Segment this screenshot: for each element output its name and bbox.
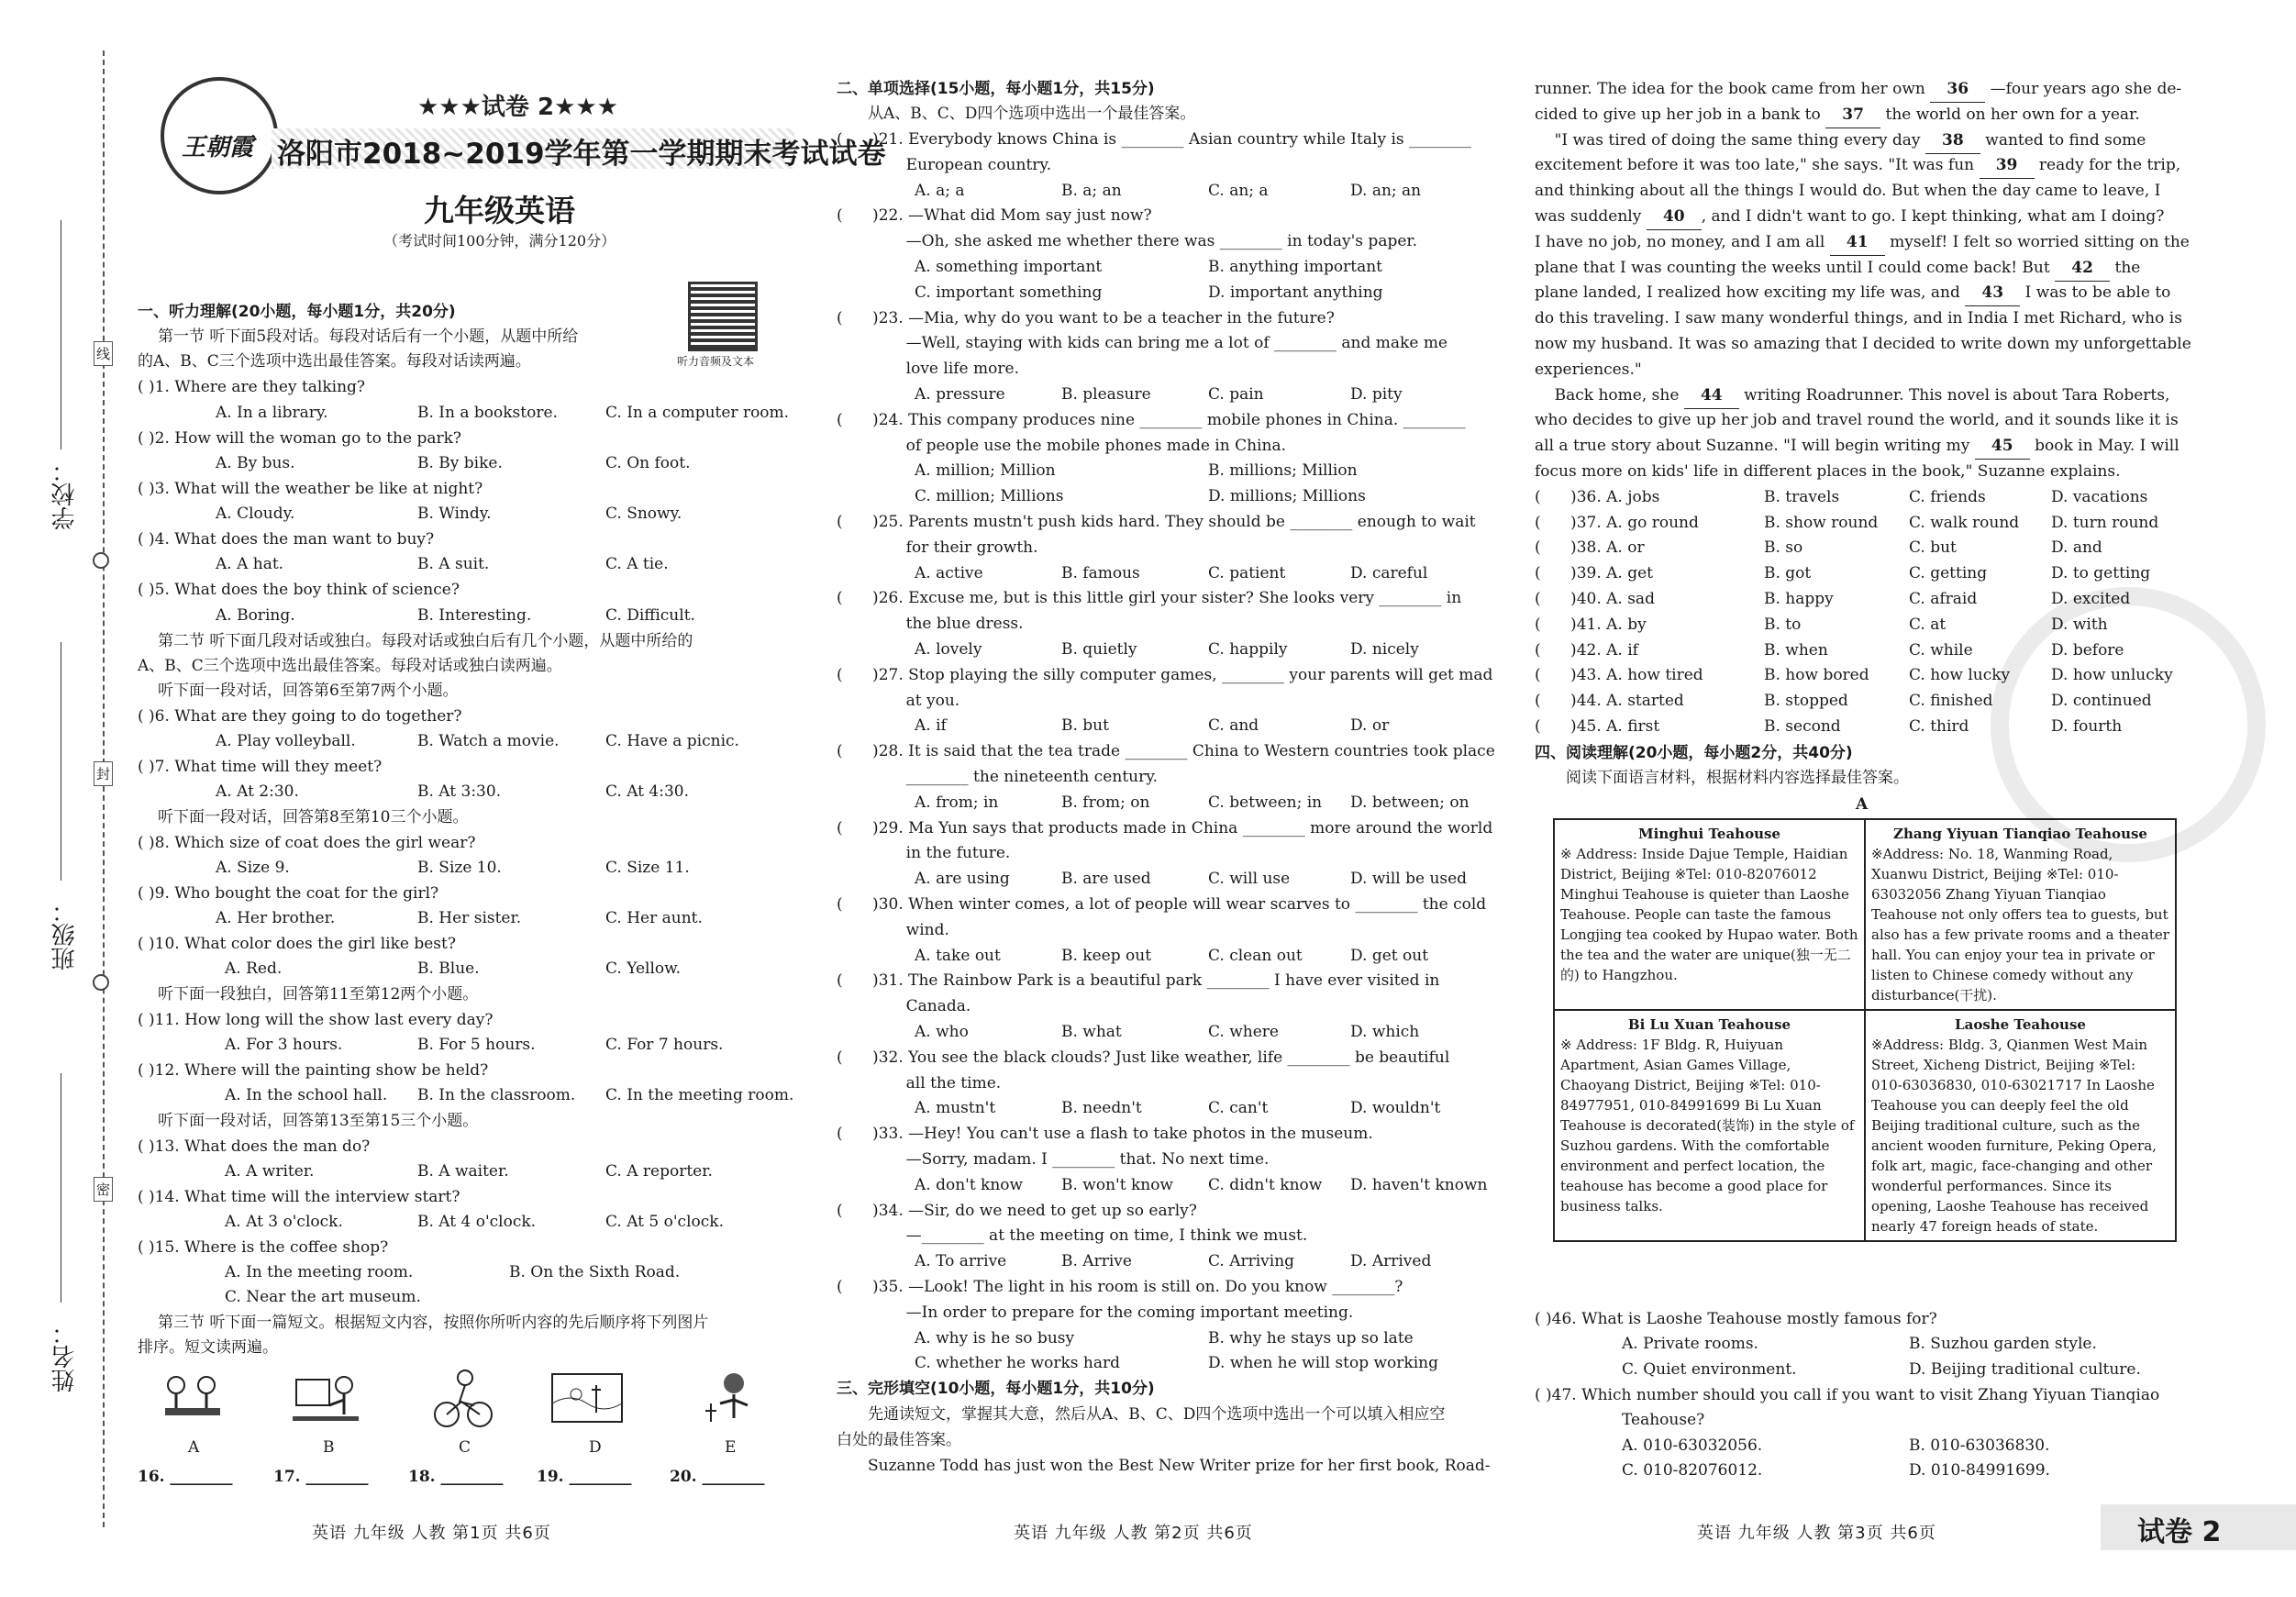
option: B. On the Sixth Road. bbox=[509, 1263, 681, 1281]
option: C. finished bbox=[1909, 692, 1993, 711]
option: B. what bbox=[1061, 1023, 1122, 1041]
picture-c bbox=[427, 1367, 500, 1431]
option: C. didn't know bbox=[1208, 1175, 1323, 1194]
option: A. who bbox=[915, 1023, 969, 1041]
section-intro: 第二节 听下面几段对话或独白。每段对话或独白后有几个小题，从题中所给的 bbox=[158, 632, 693, 650]
question: ( )2. How will the woman go to the park? bbox=[138, 429, 462, 448]
option: A. take out bbox=[915, 946, 1001, 965]
question: ( )4. What does the man want to buy? bbox=[138, 530, 435, 549]
qr-caption: 听力音频及文本 bbox=[677, 355, 755, 368]
question-line: ( )33. —Hey! You can't use a flash to take photos in the museum. bbox=[837, 1125, 1373, 1144]
passage-line: who decides to give up her job and travel round the world, and it sounds like it is bbox=[1535, 411, 2179, 430]
option: B. famous bbox=[1061, 563, 1140, 582]
option: C. while bbox=[1909, 640, 1973, 660]
option: A. active bbox=[915, 563, 983, 582]
option: A. Size 9. bbox=[216, 859, 290, 877]
question-line: ( )27. Stop playing the silly computer games, ________ your parents will get mad bbox=[837, 665, 1493, 684]
seal-mark-seal: 封 bbox=[94, 761, 113, 786]
passage-line: now my husband. It was so amazing that I decided to write down my unforgettable bbox=[1535, 335, 2191, 353]
option: D. an; an bbox=[1350, 181, 1422, 200]
option: C. Difficult. bbox=[605, 606, 695, 625]
option: B. At 4 o'clock. bbox=[417, 1213, 537, 1231]
teahouse-info: ※Address: No. 18, Wanming Road, Xuanwu District, Beijing ※Tel: 010-63032056 Zhang Yiyuan Tianqiao Teahouse not only offers tea to guests, but also has a few private rooms and a theater hall. You can enjoy your tea in private or listen to Chinese comedy without any disturbance(干扰). bbox=[1871, 846, 2169, 1004]
option: C. afraid bbox=[1909, 590, 1978, 608]
option: B. For 5 hours. bbox=[417, 1036, 536, 1054]
passage-line: plane that I was counting the weeks until I could come back! But 42 the bbox=[1535, 256, 2140, 282]
page-footer: 英语 九年级 人教 第2页 共6页 bbox=[1014, 1524, 1253, 1543]
option: D. turn round bbox=[2051, 513, 2159, 532]
question-line: in the future. bbox=[837, 844, 1011, 863]
option: B. Blue. bbox=[417, 959, 480, 978]
option: A. something important bbox=[915, 258, 1103, 276]
option: C. getting bbox=[1909, 564, 1988, 583]
passage-line: plane landed, I realized how exciting my life was, and 43 I was to be able to bbox=[1535, 281, 2170, 306]
option: D. with bbox=[2051, 615, 2108, 634]
question-line: ( )35. —Look! The light in his room is still on. Do you know ________? bbox=[837, 1278, 1403, 1296]
option: C. patient bbox=[1208, 563, 1286, 582]
passage-line: I have no job, no money, and I am all 41 myself! I felt so worried sitting on the bbox=[1535, 230, 2190, 256]
cloze-blank[interactable]: 39 bbox=[1980, 153, 2035, 179]
option: C. For 7 hours. bbox=[605, 1036, 724, 1054]
option: A. a; a bbox=[915, 181, 965, 200]
option: B. keep out bbox=[1061, 946, 1152, 965]
cloze-blank[interactable]: 38 bbox=[1925, 128, 1980, 154]
page-footer: 英语 九年级 人教 第3页 共6页 bbox=[1697, 1524, 1936, 1543]
question-line: at you. bbox=[837, 691, 960, 710]
option: B. travels bbox=[1764, 487, 1840, 506]
option: C. million; Millions bbox=[915, 487, 1064, 506]
option: B. In the classroom. bbox=[417, 1086, 576, 1104]
option: B. happy bbox=[1764, 590, 1834, 608]
passage-line: experiences." bbox=[1535, 360, 1642, 379]
question-line: ( )34. —Sir, do we need to get up so early? bbox=[837, 1201, 1197, 1220]
question: ( )13. What does the man do? bbox=[138, 1137, 371, 1156]
option: C. Size 11. bbox=[605, 859, 690, 877]
section-intro: 听下面一段对话，回答第13至第15三个小题。 bbox=[158, 1112, 479, 1130]
option: B. won't know bbox=[1061, 1175, 1173, 1194]
cloze-blank[interactable]: 43 bbox=[1965, 281, 2020, 306]
cloze-blank[interactable]: 36 bbox=[1930, 77, 1985, 103]
passage-line: cided to give up her job in a bank to 37 the world on her own for a year. bbox=[1535, 103, 2140, 128]
option: A. if bbox=[915, 716, 947, 736]
question: ( )11. How long will the show last every day? bbox=[138, 1011, 494, 1029]
cloze-question: ( )42. A. if bbox=[1535, 640, 1638, 660]
option: C. where bbox=[1208, 1023, 1279, 1041]
part4-title: 四、阅读理解(20小题，每小题2分，共40分) bbox=[1535, 744, 1853, 762]
paper-number: ★★★试卷 2★★★ bbox=[417, 94, 618, 121]
option: B. Watch a movie. bbox=[417, 732, 560, 750]
passage-line: all a true story about Suzanne. "I will begin writing my 45 book in May. I will bbox=[1535, 434, 2180, 460]
option: D. between; on bbox=[1350, 793, 1470, 812]
option: B. but bbox=[1061, 716, 1109, 736]
option: B. when bbox=[1764, 640, 1828, 660]
question: ( )47. Which number should you call if you want to visit Zhang Yiyuan Tianqiao bbox=[1535, 1386, 2160, 1404]
class-label: 班级： bbox=[51, 899, 79, 970]
seal-mark-dense: 密 bbox=[94, 1177, 113, 1202]
option: C. At 5 o'clock. bbox=[605, 1213, 724, 1231]
option: A. don't know bbox=[915, 1175, 1024, 1194]
option: C. an; a bbox=[1208, 181, 1269, 200]
option: B. At 3:30. bbox=[417, 782, 502, 801]
option: A. By bus. bbox=[216, 454, 295, 472]
option: D. pity bbox=[1350, 385, 1403, 404]
section-intro: 第三节 听下面一篇短文。根据短文内容，按照你所听内容的先后顺序将下列图片 bbox=[158, 1314, 709, 1332]
option: B. anything important bbox=[1208, 258, 1382, 276]
option: A. In the meeting room. bbox=[225, 1263, 414, 1281]
question: ( )46. What is Laoshe Teahouse mostly famous for? bbox=[1535, 1310, 1937, 1328]
option: C. Yellow. bbox=[605, 959, 682, 978]
option: C. On foot. bbox=[605, 454, 691, 472]
teahouse-name: Laoshe Teahouse bbox=[1955, 1016, 2086, 1033]
option: A. At 3 o'clock. bbox=[225, 1213, 343, 1231]
option: B. By bike. bbox=[417, 454, 503, 472]
option: B. In a bookstore. bbox=[417, 404, 558, 422]
question-line: ( )30. When winter comes, a lot of people will wear scarves to ________ the cold bbox=[837, 895, 1487, 914]
option: C. Near the art museum. bbox=[225, 1288, 421, 1306]
option: D. which bbox=[1350, 1023, 1420, 1041]
question-line: all the time. bbox=[837, 1073, 1002, 1092]
option: A. A writer. bbox=[225, 1162, 315, 1181]
option: C. between; in bbox=[1208, 793, 1323, 812]
option: B. Interesting. bbox=[417, 606, 532, 625]
answer-blank[interactable]: 17. ________ bbox=[273, 1468, 369, 1486]
question-line: —Well, staying with kids can bring me a lot of ________ and make me bbox=[837, 334, 1447, 353]
passage-line: "I was tired of doing the same thing every day 38 wanted to find some bbox=[1535, 128, 2146, 154]
option: C. In a computer room. bbox=[605, 404, 790, 422]
subject-title: 九年级英语 bbox=[424, 193, 575, 228]
question-line: Canada. bbox=[837, 997, 971, 1016]
picture-b bbox=[289, 1367, 362, 1431]
option: B. so bbox=[1764, 538, 1803, 558]
question-line: ( )21. Everybody knows China is ________ Asian country while Italy is ________ bbox=[837, 130, 1472, 149]
question-line: ________ the nineteenth century. bbox=[837, 768, 1158, 786]
option: A. from; in bbox=[915, 793, 999, 812]
teahouse-table bbox=[1553, 818, 2177, 1242]
option: B. needn't bbox=[1061, 1099, 1142, 1118]
question-line: —Oh, she asked me whether there was ________ in today's paper. bbox=[837, 232, 1418, 251]
option: C. Quiet environment. bbox=[1622, 1360, 1797, 1379]
section-intro: 听下面一段独白，回答第11至第12两个小题。 bbox=[158, 985, 479, 1004]
question-line: —Sorry, madam. I ________ that. No next time. bbox=[837, 1150, 1270, 1169]
passage-line: excitement before it was too late," she says. "It was fun 39 ready for the trip, bbox=[1535, 153, 2180, 179]
cloze-question: ( )43. A. how tired bbox=[1535, 666, 1703, 685]
option: D. continued bbox=[2051, 692, 2152, 711]
binding-margin bbox=[103, 50, 105, 1527]
option: A. pressure bbox=[915, 385, 1005, 404]
cloze-question: ( )38. A. or bbox=[1535, 538, 1645, 558]
question: ( )12. Where will the painting show be held? bbox=[138, 1061, 489, 1080]
option: B. to bbox=[1764, 615, 1802, 634]
option: B. Suzhou garden style. bbox=[1909, 1335, 2097, 1353]
option: B. a; an bbox=[1061, 181, 1122, 200]
option: B. A waiter. bbox=[417, 1162, 509, 1181]
option: C. Arriving bbox=[1208, 1252, 1295, 1271]
question: ( )9. Who bought the coat for the girl? bbox=[138, 884, 439, 903]
option: D. nicely bbox=[1350, 640, 1419, 659]
option: C. At 4:30. bbox=[605, 782, 690, 801]
cloze-question: ( )36. A. jobs bbox=[1535, 487, 1660, 506]
option: A. In a library. bbox=[216, 404, 328, 422]
option: B. are used bbox=[1061, 870, 1151, 889]
cloze-blank[interactable]: 41 bbox=[1830, 230, 1885, 256]
sidebar-dot-icon bbox=[93, 552, 109, 569]
question: ( )7. What time will they meet? bbox=[138, 758, 383, 776]
passage-label: A bbox=[1856, 795, 1869, 814]
picture-label: C bbox=[459, 1438, 471, 1457]
cloze-question: ( )40. A. sad bbox=[1535, 590, 1655, 608]
part1-intro: 的A、B、C三个选项中选出最佳答案。每段对话读两遍。 bbox=[138, 352, 531, 371]
teahouse-info: ※ Address: Inside Dajue Temple, Haidian District, Beijing ※Tel: 010-82076012 Minghui Teahouse is quieter than Laoshe Teahouse. People can taste the famous Longjing tea cooked by Hupao water. Both the tea and the water are unique(独一无二的) to Hangzhou. bbox=[1560, 846, 1858, 983]
answer-blank[interactable]: 18. ________ bbox=[408, 1468, 504, 1486]
picture-e bbox=[693, 1367, 766, 1431]
option: D. and bbox=[2051, 538, 2102, 558]
option: B. how bored bbox=[1764, 666, 1869, 685]
question-line: ( )32. You see the black clouds? Just like weather, life ________ be beautiful bbox=[837, 1048, 1450, 1067]
cloze-intro: 先通读短文，掌握其大意，然后从A、B、C、D四个选项中选出一个可以填入相应空 bbox=[868, 1405, 1446, 1424]
passage-line: was suddenly 40 , and I didn't want to go. I kept thinking, what am I doing? bbox=[1535, 205, 2164, 230]
option: A. 010-63032056. bbox=[1622, 1436, 1763, 1455]
cloze-intro: 三、完形填空(10小题，每小题1分，共10分) bbox=[837, 1380, 1155, 1399]
section-intro: A、B、C三个选项中选出最佳答案。每段对话或独白读两遍。 bbox=[138, 657, 562, 675]
cloze-blank[interactable]: 44 bbox=[1684, 383, 1739, 409]
teahouse-cell bbox=[1554, 819, 1865, 1010]
option: A. For 3 hours. bbox=[225, 1036, 343, 1054]
cloze-intro: Suzanne Todd has just won the Best New Writer prize for her first book, Road- bbox=[868, 1456, 1491, 1475]
picture-label: E bbox=[725, 1438, 737, 1457]
teahouse-name: Zhang Yiyuan Tianqiao Teahouse bbox=[1893, 826, 2147, 842]
option: B. A suit. bbox=[417, 555, 490, 573]
option: A. At 2:30. bbox=[216, 782, 299, 801]
option: A. To arrive bbox=[915, 1252, 1007, 1271]
option: B. Windy. bbox=[417, 505, 492, 523]
option: C. pain bbox=[1208, 385, 1264, 404]
option: C. will use bbox=[1208, 870, 1291, 889]
logo-text: 王朝霞 bbox=[181, 134, 253, 161]
passage-line: do this traveling. I saw many wonderful things, and in India I met Richard, who is bbox=[1535, 309, 2182, 328]
section-intro: 听下面一段对话，回答第6至第7两个小题。 bbox=[158, 682, 459, 700]
option: D. vacations bbox=[2051, 487, 2148, 506]
answer-blank[interactable]: 16. ________ bbox=[138, 1468, 233, 1486]
question-line: —In order to prepare for the coming important meeting. bbox=[837, 1303, 1354, 1322]
part1-title: 一、听力理解(20小题，每小题1分，共20分) bbox=[138, 303, 456, 321]
question-line: ( )29. Ma Yun says that products made in China ________ more around the world bbox=[837, 818, 1493, 837]
option: C. Have a picnic. bbox=[605, 732, 739, 750]
option: D. to getting bbox=[2051, 564, 2151, 583]
option: D. important anything bbox=[1208, 283, 1383, 302]
passage-line: and thinking about all the things I would do. But when the day came to leave, I bbox=[1535, 182, 2161, 201]
question-line: —________ at the meeting on time, I think we must. bbox=[837, 1226, 1308, 1246]
option: B. millions; Million bbox=[1208, 461, 1358, 481]
cloze-blank[interactable]: 42 bbox=[2055, 256, 2110, 282]
option: C. third bbox=[1909, 717, 1969, 736]
option: A. million; Million bbox=[915, 461, 1056, 481]
cloze-blank[interactable]: 37 bbox=[1825, 103, 1880, 128]
passage-line: focus more on kids' life in different places in the book," Suzanne explains. bbox=[1535, 462, 2121, 481]
option: C. Her aunt. bbox=[605, 909, 703, 927]
option: D. wouldn't bbox=[1350, 1099, 1441, 1118]
option: D. get out bbox=[1350, 946, 1429, 965]
option: D. excited bbox=[2051, 590, 2131, 608]
option: C. A tie. bbox=[605, 555, 669, 573]
option: B. pleasure bbox=[1061, 385, 1151, 404]
option: C. happily bbox=[1208, 640, 1288, 659]
option: C. how lucky bbox=[1909, 666, 2011, 685]
school-label: 学校： bbox=[51, 459, 79, 530]
cloze-question: ( )45. A. first bbox=[1535, 717, 1660, 736]
option: A. Her brother. bbox=[216, 909, 336, 927]
part4-intro: 阅读下面语言材料，根据材料内容选择最佳答案。 bbox=[1566, 769, 1909, 787]
option: C. clean out bbox=[1208, 946, 1303, 965]
option: A. lovely bbox=[915, 640, 982, 659]
option: B. show round bbox=[1764, 513, 1879, 532]
answer-blank[interactable]: 20. ________ bbox=[670, 1468, 765, 1486]
picture-a bbox=[156, 1367, 229, 1431]
question: ( )5. What does the boy think of science? bbox=[138, 581, 460, 599]
name-label: 姓名： bbox=[51, 1321, 79, 1392]
picture-label: A bbox=[188, 1438, 200, 1457]
option: B. Her sister. bbox=[417, 909, 522, 927]
question: ( )3. What will the weather be like at night? bbox=[138, 480, 483, 498]
option: B. 010-63036830. bbox=[1909, 1436, 2050, 1455]
section-intro: 排序。短文读两遍。 bbox=[138, 1338, 278, 1357]
option: D. fourth bbox=[2051, 717, 2123, 736]
question-line: wind. bbox=[837, 920, 949, 939]
option: C. important something bbox=[915, 283, 1103, 302]
question: ( )1. Where are they talking? bbox=[138, 378, 366, 396]
option: D. haven't known bbox=[1350, 1175, 1488, 1194]
option: D. how unlucky bbox=[2051, 666, 2173, 685]
option: C. but bbox=[1909, 538, 1957, 558]
option: A. why is he so busy bbox=[915, 1328, 1075, 1347]
part1-intro: 第一节 听下面5段对话。每段对话后有一个小题，从题中所给 bbox=[158, 327, 579, 346]
question: ( )14. What time will the interview start? bbox=[138, 1188, 460, 1206]
teahouse-info: ※Address: Bldg. 3, Qianmen West Main Street, Xicheng District, Beijing ※Tel: 010-63036830, 010-63021717 In Laoshe Teahouse you can deeply feel the old Beijing traditional culture, such as the ancient wooden furniture, Peking Opera, folk art, magic, face-changing and other wonderful performances. Since its opening, Laoshe Teahouse has received nearly 47 foreign heads of state. bbox=[1871, 1037, 2157, 1235]
question-line: ( )26. Excuse me, but is this little girl your sister? She looks very ________ in bbox=[837, 589, 1462, 608]
cloze-question: ( )37. A. go round bbox=[1535, 513, 1699, 532]
picture-label: D bbox=[589, 1438, 602, 1457]
option: A. A hat. bbox=[216, 555, 284, 573]
option: D. Arrived bbox=[1350, 1252, 1432, 1271]
option: A. In the school hall. bbox=[225, 1086, 388, 1104]
option: C. 010-82076012. bbox=[1622, 1461, 1763, 1480]
option: A. mustn't bbox=[915, 1099, 996, 1118]
option: C. friends bbox=[1909, 487, 1986, 506]
part2-title: 二、单项选择(15小题，每小题1分，共15分) bbox=[837, 80, 1155, 98]
cloze-question: ( )39. A. get bbox=[1535, 564, 1653, 583]
option: A. Play volleyball. bbox=[216, 732, 356, 750]
option: A. Private rooms. bbox=[1622, 1335, 1758, 1353]
option: D. or bbox=[1350, 716, 1390, 736]
option: D. Beijing traditional culture. bbox=[1909, 1360, 2141, 1379]
option: C. A reporter. bbox=[605, 1162, 713, 1181]
teahouse-name: Bi Lu Xuan Teahouse bbox=[1627, 1016, 1791, 1033]
question: ( )6. What are they going to do together? bbox=[138, 707, 462, 726]
question-line: the blue dress. bbox=[837, 615, 1024, 634]
question: ( )8. Which size of coat does the girl wear? bbox=[138, 834, 476, 852]
passage-line: runner. The idea for the book came from her own 36 —four years ago she de- bbox=[1535, 77, 2181, 103]
question-line: ( )24. This company produces nine ________ mobile phones in China. ________ bbox=[837, 410, 1466, 429]
cloze-intro: 白处的最佳答案。 bbox=[837, 1430, 961, 1449]
option: A. are using bbox=[915, 870, 1010, 889]
picture-label: B bbox=[323, 1438, 335, 1457]
teahouse-cell bbox=[1554, 1010, 1865, 1241]
seal-mark-line: 线 bbox=[94, 341, 113, 366]
page-footer: 英语 九年级 人教 第1页 共6页 bbox=[312, 1524, 551, 1543]
sidebar-dot-icon bbox=[93, 974, 109, 991]
option: C. In the meeting room. bbox=[605, 1086, 794, 1104]
question: ( )15. Where is the coffee shop? bbox=[138, 1238, 389, 1257]
option: D. when he will stop working bbox=[1208, 1354, 1438, 1373]
question-line: ( )28. It is said that the tea trade ________ China to Western countries took place bbox=[837, 742, 1495, 761]
footer-badge: 试卷 2 bbox=[2137, 1516, 2222, 1548]
teahouse-name: Minghui Teahouse bbox=[1638, 826, 1780, 842]
option: D. careful bbox=[1350, 563, 1428, 582]
option: C. and bbox=[1208, 716, 1259, 736]
section-intro: 听下面一段对话，回答第8至第10三个小题。 bbox=[158, 808, 469, 826]
cloze-question: ( )41. A. by bbox=[1535, 615, 1647, 634]
time-note: （考试时间100分钟，满分120分） bbox=[383, 232, 616, 250]
option: B. got bbox=[1764, 564, 1812, 583]
exam-title: 洛阳市2018~2019学年第一学期期末考试试卷 bbox=[277, 138, 886, 171]
teahouse-cell bbox=[1865, 1010, 2176, 1241]
option: B. Size 10. bbox=[417, 859, 502, 877]
watermark-seal bbox=[1991, 587, 2266, 862]
option: B. Arrive bbox=[1061, 1252, 1132, 1271]
cloze-blank[interactable]: 45 bbox=[1975, 434, 2030, 460]
cloze-question: ( )44. A. started bbox=[1535, 692, 1684, 711]
question-line: for their growth. bbox=[837, 538, 1038, 557]
option: A. Red. bbox=[225, 959, 283, 978]
question-line: ( )25. Parents mustn't push kids hard. They should be ________ enough to wait bbox=[837, 513, 1476, 531]
question-line: love life more. bbox=[837, 360, 1019, 379]
picture-d bbox=[550, 1367, 624, 1431]
option: D. will be used bbox=[1350, 870, 1468, 889]
question-line: of people use the mobile phones made in China. bbox=[837, 436, 1286, 455]
option: B. quietly bbox=[1061, 640, 1137, 659]
option: D. millions; Millions bbox=[1208, 487, 1366, 506]
option: B. why he stays up so late bbox=[1208, 1328, 1414, 1347]
option: B. second bbox=[1764, 717, 1841, 736]
question-line: ( )31. The Rainbow Park is a beautiful park ________ I have ever visited in bbox=[837, 971, 1440, 991]
option: A. Boring. bbox=[216, 606, 295, 625]
option: D. 010-84991699. bbox=[1909, 1461, 2050, 1480]
question-line: European country. bbox=[837, 155, 1052, 174]
option: C. Snowy. bbox=[605, 505, 682, 523]
option: D. before bbox=[2051, 640, 2124, 660]
question-line: ( )23. —Mia, why do you want to be a teacher in the future? bbox=[837, 308, 1335, 327]
option: C. whether he works hard bbox=[915, 1354, 1120, 1373]
question-line: ( )22. —What did Mom say just now? bbox=[837, 206, 1152, 226]
question: Teahouse? bbox=[1622, 1411, 1705, 1429]
option: A. Cloudy. bbox=[216, 505, 295, 523]
passage-line: Back home, she 44 writing Roadrunner. This novel is about Tara Roberts, bbox=[1535, 383, 2169, 409]
answer-blank[interactable]: 19. ________ bbox=[537, 1468, 632, 1486]
option: B. stopped bbox=[1764, 692, 1848, 711]
option: C. can't bbox=[1208, 1099, 1269, 1118]
qr-code bbox=[688, 282, 758, 351]
part2-intro: 从A、B、C、D四个选项中选出一个最佳答案。 bbox=[868, 105, 1196, 123]
option: C. walk round bbox=[1909, 513, 2020, 532]
cloze-blank[interactable]: 40 bbox=[1647, 205, 1702, 230]
teahouse-info: ※ Address: 1F Bldg. R, Huiyuan Apartment, Asian Games Village, Chaoyang District, Beijing ※Tel: 010-84977951, 010-84991699 Bi Lu Xuan Teahouse is decorated(装饰) in the style of Suzhou gardens. With the comfortable environment and perfect location, the teahouse has become a good place for business talks. bbox=[1560, 1037, 1855, 1214]
option: C. at bbox=[1909, 615, 1947, 634]
option: B. from; on bbox=[1061, 793, 1150, 812]
question: ( )10. What color does the girl like best? bbox=[138, 935, 456, 953]
